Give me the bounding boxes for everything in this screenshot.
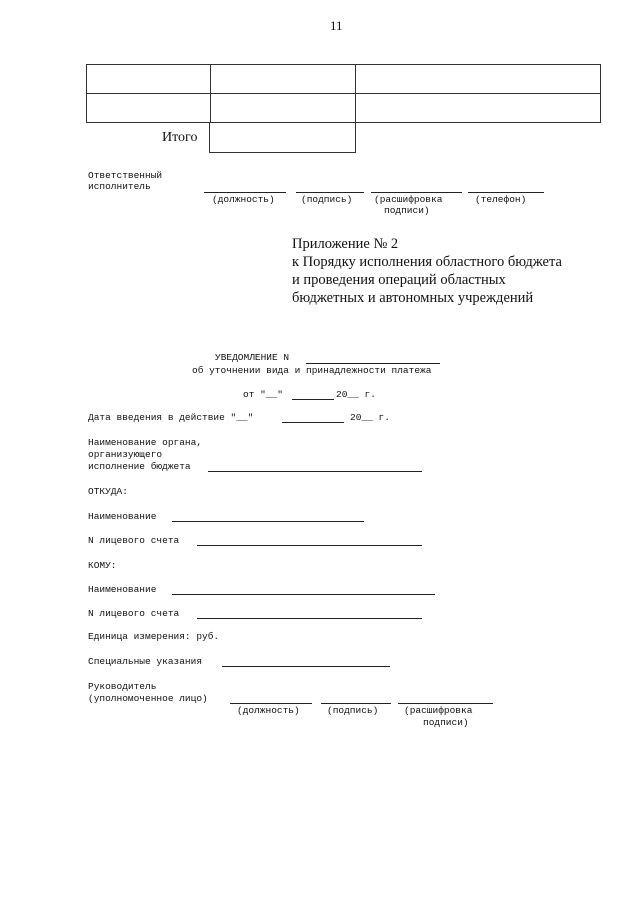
effective-date-label: Дата введения в действие "__": [88, 412, 254, 423]
head-signature-line: [321, 703, 391, 704]
head-decryption-caption-1: (расшифровка: [404, 705, 473, 716]
appendix-line-4: бюджетных и автономных учреждений: [292, 290, 534, 306]
notice-date-year: 20__ г.: [336, 389, 376, 400]
responsible-decryption-caption-1: (расшифровка: [374, 194, 443, 205]
notice-subtitle: об уточнении вида и принадлежности платежа: [192, 365, 432, 376]
responsible-position-caption: (должность): [212, 194, 275, 205]
table-cell: [211, 65, 356, 94]
head-decryption-caption-2: подписи): [423, 717, 469, 728]
to-name-line: [172, 594, 435, 595]
total-label: Итого: [162, 130, 198, 145]
special-label: Специальные указания: [88, 656, 203, 667]
authority-label-2: организующего: [88, 449, 163, 460]
to-account-line: [197, 618, 422, 619]
head-decryption-line: [398, 703, 493, 704]
notice-date-month-line: [292, 399, 334, 400]
appendix-line-1: Приложение № 2: [292, 236, 399, 252]
total-value-cell: [209, 123, 356, 153]
from-name-label: Наименование: [88, 511, 157, 522]
notice-number-line: [306, 363, 440, 364]
special-line: [222, 666, 390, 667]
head-label-1: Руководитель: [88, 681, 157, 692]
responsible-decryption-caption-2: подписи): [384, 205, 430, 216]
authority-label-3: исполнение бюджета: [88, 461, 191, 472]
from-header: ОТКУДА:: [88, 486, 128, 497]
authority-label-1: Наименование органа,: [88, 437, 203, 448]
responsible-position-line: [204, 192, 286, 193]
effective-date-year: 20__ г.: [350, 412, 390, 423]
table-cell: [356, 94, 601, 123]
appendix-heading: [292, 235, 562, 307]
budget-table: [86, 64, 601, 123]
to-header: КОМУ:: [88, 560, 117, 571]
notice-date-prefix: от "__": [243, 389, 283, 400]
from-account-label: N лицевого счета: [88, 535, 180, 546]
head-position-line: [230, 703, 312, 704]
responsible-phone-line: [468, 192, 544, 193]
from-account-line: [197, 545, 422, 546]
unit-label: Единица измерения: руб.: [88, 631, 220, 642]
table-cell: [211, 94, 356, 123]
table-row: [87, 94, 601, 123]
table-row: [87, 65, 601, 94]
appendix-line-2: к Порядку исполнения областного бюджета: [292, 254, 562, 270]
head-position-caption: (должность): [237, 705, 300, 716]
responsible-signature-line: [296, 192, 364, 193]
notice-title: УВЕДОМЛЕНИЕ N: [215, 352, 290, 363]
responsible-label-2: исполнитель: [88, 181, 151, 192]
table-cell: [87, 65, 211, 94]
responsible-phone-caption: (телефон): [475, 194, 527, 205]
appendix-line-3: и проведения операций областных: [292, 272, 506, 288]
responsible-label-1: Ответственный: [88, 170, 163, 181]
authority-line: [208, 471, 422, 472]
head-signature-caption: (подпись): [327, 705, 379, 716]
head-label-2: (уполномоченное лицо): [88, 693, 208, 704]
effective-date-month-line: [282, 422, 344, 423]
table-cell: [87, 94, 211, 123]
to-account-label: N лицевого счета: [88, 608, 180, 619]
table-cell: [356, 65, 601, 94]
to-name-label: Наименование: [88, 584, 157, 595]
responsible-decryption-line: [371, 192, 462, 193]
responsible-signature-caption: (подпись): [301, 194, 353, 205]
page-number: 11: [330, 18, 343, 33]
from-name-line: [172, 521, 364, 522]
